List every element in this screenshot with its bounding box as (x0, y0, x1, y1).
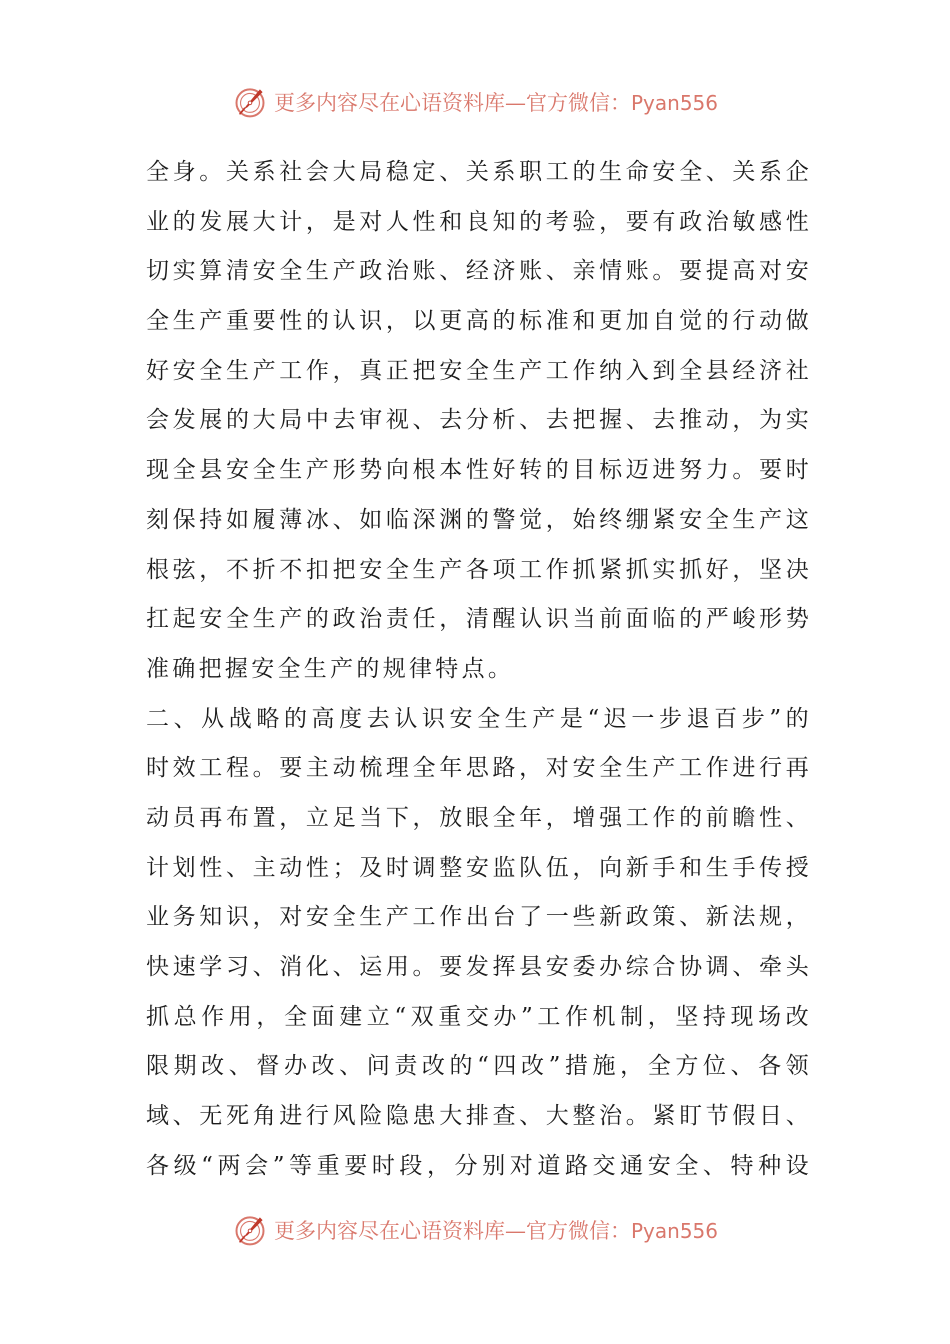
text-line-18: 抓总作用，全面建立“双重交办”工作机制，坚持现场改 (146, 1003, 812, 1030)
text-line-12: 二、从战略的高度去认识安全生产是“迟一步退百步”的 (146, 705, 812, 732)
text-line-4: 全生产重要性的认识，以更高的标准和更加自觉的行动做 (146, 308, 812, 335)
text-line-15: 计划性、主动性；及时调整安监队伍，向新手和生手传授 (146, 854, 812, 881)
text-line-19: 限期改、督办改、问责改的“四改”措施，全方位、各领 (146, 1053, 812, 1080)
header-wechat-id: Pyan556 (630, 91, 718, 115)
text-line-1: 全身。关系社会大局稳定、关系职工的生命安全、关系企 (146, 159, 812, 185)
header-watermark (0, 80, 950, 124)
text-line-7: 现全县安全生产形势向根本性好转的目标迈进努力。要时 (146, 457, 812, 484)
text-line-21: 各级“两会”等重要时段，分别对道路交通安全、特种设 (146, 1152, 812, 1179)
text-line-10: 扛起安全生产的政治责任，清醒认识当前面临的严峻形势 (146, 606, 812, 633)
text-line-2: 业的发展大计，是对人性和良知的考验，要有政治敏感性 (146, 208, 812, 235)
footer-watermark-text (274, 1215, 718, 1245)
footer-watermark-label: 更多内容尽在心语资料库—官方微信： (273, 1219, 631, 1243)
footer-wechat-id: Pyan556 (630, 1219, 718, 1243)
pen-nib-circle-icon (232, 84, 268, 120)
text-line-17: 快速学习、消化、运用。要发挥县安委办综合协调、牵头 (146, 954, 812, 980)
header-watermark-label: 更多内容尽在心语资料库—官方微信： (273, 91, 631, 115)
text-line-6: 会发展的大局中去审视、去分析、去把握、去推动，为实 (146, 407, 812, 434)
header-watermark-text (274, 87, 718, 117)
text-line-16: 业务知识，对安全生产工作出台了一些新政策、新法规， (146, 904, 812, 931)
text-line-11: 准确把握安全生产的规律特点。 (146, 655, 515, 682)
pen-nib-circle-icon (232, 1212, 268, 1248)
text-line-8: 刻保持如履薄冰、如临深渊的警觉，始终绷紧安全生产这 (146, 506, 812, 533)
text-line-3: 切实算清安全生产政治账、经济账、亲情账。要提高对安 (146, 258, 812, 285)
text-line-5: 好安全生产工作，真正把安全生产工作纳入到全县经济社 (146, 357, 812, 384)
text-line-20: 域、无死角进行风险隐患大排查、大整治。紧盯节假日、 (146, 1103, 812, 1130)
footer-watermark (0, 1208, 950, 1252)
text-line-9: 根弦，不折不扣把安全生产各项工作抓紧抓实抓好，坚决 (146, 556, 812, 583)
document-body (146, 148, 812, 1191)
text-line-14: 动员再布置，立足当下，放眼全年，增强工作的前瞻性、 (146, 804, 812, 831)
text-line-13: 时效工程。要主动梳理全年思路，对安全生产工作进行再 (146, 755, 812, 782)
